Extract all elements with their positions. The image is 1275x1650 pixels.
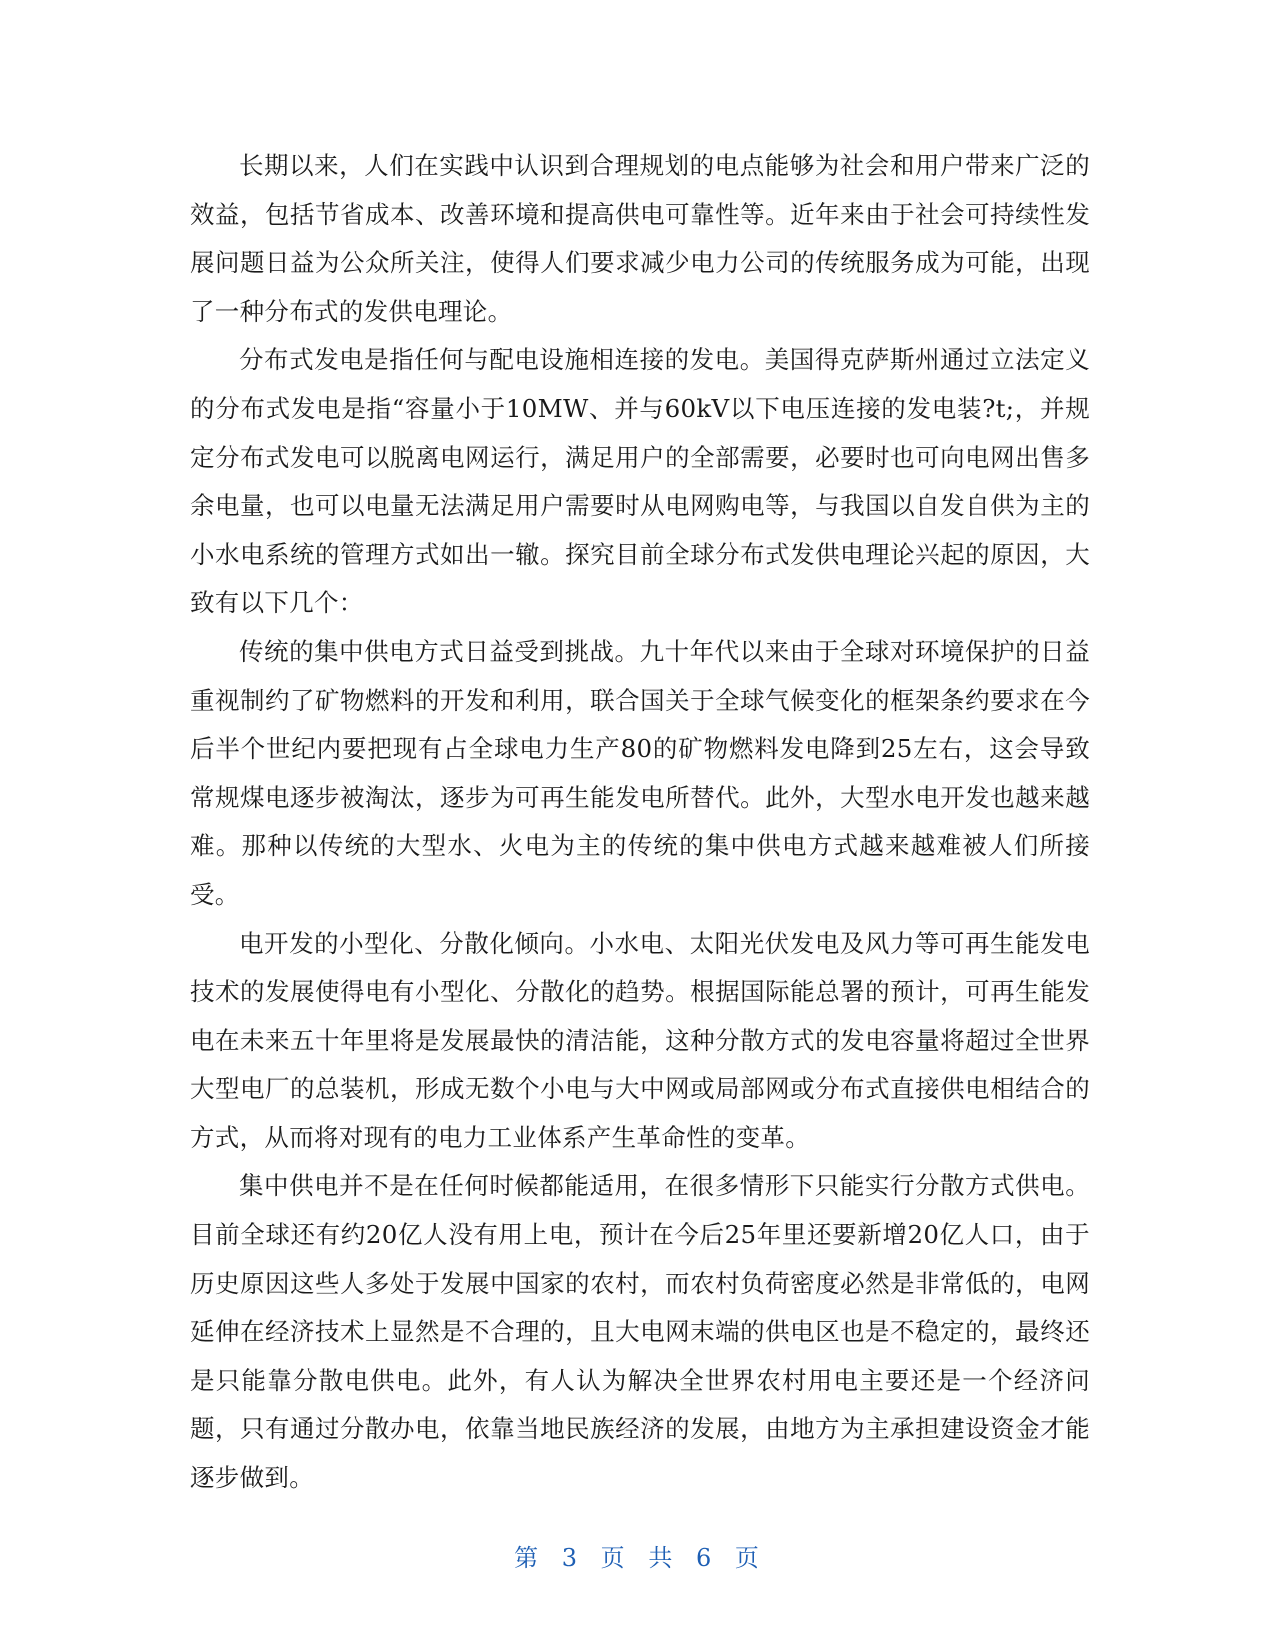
paragraph-1: 长期以来，人们在实践中认识到合理规划的电点能够为社会和用户带来广泛的效益，包括节省成本、改善环境和提高供电可靠性等。近年来由于社会可持续性发展问题日益为公众所关注，使得人们要求减少电力公司的传统服务成为可能，出现了一种分布式的发供电理论。 [190, 151, 1090, 326]
paragraph-3: 传统的集中供电方式日益受到挑战。九十年代以来由于全球对环境保护的日益重视制约了矿物燃料的开发和利用，联合国关于全球气候变化的框架条约要求在今后半个世纪内要把现有占全球电力生产80的矿物燃料发电降到25左右，这会导致常规煤电逐步被淘汰，逐步为可再生能发电所替代。此外，大型水电开发也越来越难。那种以传统的大型水、火电为主的传统的集中供电方式越来越难被人们所接受。 [190, 636, 1090, 909]
footer-ye-2: 页 [734, 1544, 761, 1572]
footer-di: 第 [514, 1544, 541, 1572]
footer-total-pages: 6 [695, 1544, 714, 1572]
footer-current-page: 3 [561, 1544, 580, 1572]
footer-ye: 页 [600, 1544, 627, 1572]
document-body [190, 142, 1090, 1503]
footer-gong: 共 [648, 1544, 675, 1572]
page-number-footer [0, 1538, 1275, 1573]
paragraph-4: 电开发的小型化、分散化倾向。小水电、太阳光伏发电及风力等可再生能发电技术的发展使得电有小型化、分散化的趋势。根据国际能总署的预计，可再生能发电在未来五十年里将是发展最快的清洁能，这种分散方式的发电容量将超过全世界大型电厂的总装机，形成无数个小电与大中网或局部网或分布式直接供电相结合的方式，从而将对现有的电力工业体系产生革命性的变革。 [190, 928, 1090, 1152]
paragraph-5: 集中供电并不是在任何时候都能适用，在很多情形下只能实行分散方式供电。目前全球还有约20亿人没有用上电，预计在今后25年里还要新增20亿人口，由于历史原因这些人多处于发展中国家的农村，而农村负荷密度必然是非常低的，电网延伸在经济技术上显然是不合理的，且大电网末端的供电区也是不稳定的，最终还是只能靠分散电供电。此外，有人认为解决全世界农村用电主要还是一个经济问题，只有通过分散办电，依靠当地民族经济的发展，由地方为主承担建设资金才能逐步做到。 [190, 1171, 1090, 1493]
paragraph-2: 分布式发电是指任何与配电设施相连接的发电。美国得克萨斯州通过立法定义的分布式发电是指“容量小于10MW、并与60kV以下电压连接的发电装?t;，并规定分布式发电可以脱离电网运行，满足用户的全部需要，必要时也可向电网出售多余电量，也可以电量无法满足用户需要时从电网购电等，与我国以自发自供为主的小水电系统的管理方式如出一辙。探究目前全球分布式发供电理论兴起的原因，大致有以下几个： [190, 345, 1090, 618]
